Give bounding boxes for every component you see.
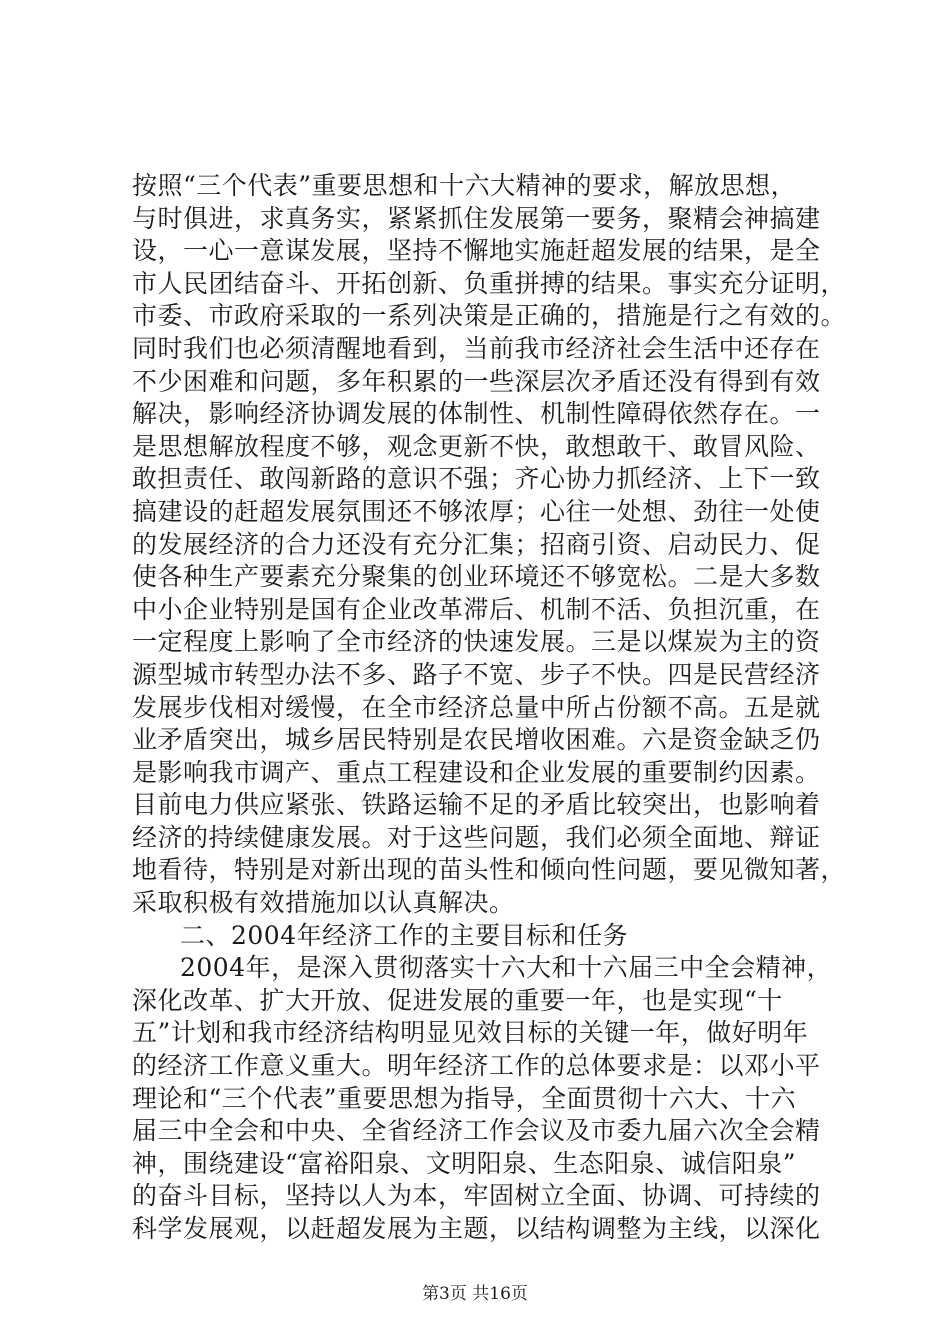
text-line: 搞建设的赶超发展氛围还不够浓厚；心往一处想、劲往一处使 xyxy=(132,496,821,526)
text-line: 采取积极有效措施加以认真解决。 xyxy=(132,888,515,918)
text-line: 届三中全会和中央、全省经济工作会议及市委九届六次全会精 xyxy=(132,1116,821,1146)
text-line: 源型城市转型办法不多、路子不宽、步子不快。四是民营经济 xyxy=(132,659,821,689)
text-line: 解决，影响经济协调发展的体制性、机制性障碍依然存在。一 xyxy=(132,399,821,429)
text-line: 业矛盾突出，城乡居民特别是农民增收困难。六是资金缺乏仍 xyxy=(132,725,821,755)
text-line: 设，一心一意谋发展，坚持不懈地实施赶超发展的结果，是全 xyxy=(132,236,821,266)
text-line: 2004年，是深入贯彻落实十六大和十六届三中全会精神， xyxy=(180,953,833,983)
text-line: 目前电力供应紧张、铁路运输不足的矛盾比较突出，也影响着 xyxy=(132,790,821,820)
text-line: 的发展经济的合力还没有充分汇集；招商引资、启动民力、促 xyxy=(132,529,821,559)
text-line: 神，围绕建设“富裕阳泉、文明阳泉、生态阳泉、诚信阳泉” xyxy=(132,1148,797,1178)
text-line: 经济的持续健康发展。对于这些问题，我们必须全面地、辩证 xyxy=(132,822,821,852)
text-line: 不少困难和问题，多年积累的一些深层次矛盾还没有得到有效 xyxy=(132,366,821,396)
text-line: 科学发展观，以赶超发展为主题，以结构调整为主线，以深化 xyxy=(132,1214,821,1243)
text-line: 地看待，特别是对新出现的苗头性和倾向性问题，要见微知著， xyxy=(132,855,847,885)
text-line: 按照“三个代表”重要思想和十六大精神的要求，解放思想， xyxy=(132,171,797,200)
text-line: 市人民团结奋斗、开拓创新、负重拼搏的结果。事实充分证明， xyxy=(132,268,847,298)
text-line: 一定程度上影响了全市经济的快速发展。三是以煤炭为主的资 xyxy=(132,627,821,657)
text-line: 中小企业特别是国有企业改革滞后、机制不活、负担沉重，在 xyxy=(132,594,821,624)
text-line: 敢担责任、敢闯新路的意识不强；齐心协力抓经济、上下一致 xyxy=(132,464,821,494)
text-line: 五”计划和我市经济结构明显见效目标的关键一年，做好明年 xyxy=(132,1018,809,1048)
body-text xyxy=(132,170,852,1246)
text-line: 是影响我市调产、重点工程建设和企业发展的重要制约因素。 xyxy=(132,757,821,787)
text-line: 的经济工作意义重大。明年经济工作的总体要求是：以邓小平 xyxy=(132,1051,821,1081)
text-line: 市委、市政府采取的一系列决策是正确的，措施是行之有效的。 xyxy=(132,301,847,331)
text-line: 发展步伐相对缓慢，在全市经济总量中所占份额不高。五是就 xyxy=(132,692,821,722)
text-line: 理论和“三个代表”重要思想为指导，全面贯彻十六大、十六 xyxy=(132,1083,797,1113)
text-line: 是思想解放程度不够，观念更新不快，敢想敢干、敢冒风险、 xyxy=(132,431,821,461)
text-line: 同时我们也必须清醒地看到，当前我市经济社会生活中还存在 xyxy=(132,333,821,363)
page-number: 第3页 共16页 xyxy=(422,1284,528,1304)
text-line: 与时俱进，求真务实，紧紧抓住发展第一要务，聚精会神搞建 xyxy=(132,203,821,233)
text-line: 的奋斗目标，坚持以人为本，牢固树立全面、协调、可持续的 xyxy=(132,1181,821,1211)
section-heading: 二、2004年经济工作的主要目标和任务 xyxy=(180,920,629,950)
text-line: 使各种生产要素充分聚集的创业环境还不够宽松。二是大多数 xyxy=(132,562,821,592)
text-line: 深化改革、扩大开放、促进发展的重要一年，也是实现“十 xyxy=(132,985,783,1015)
